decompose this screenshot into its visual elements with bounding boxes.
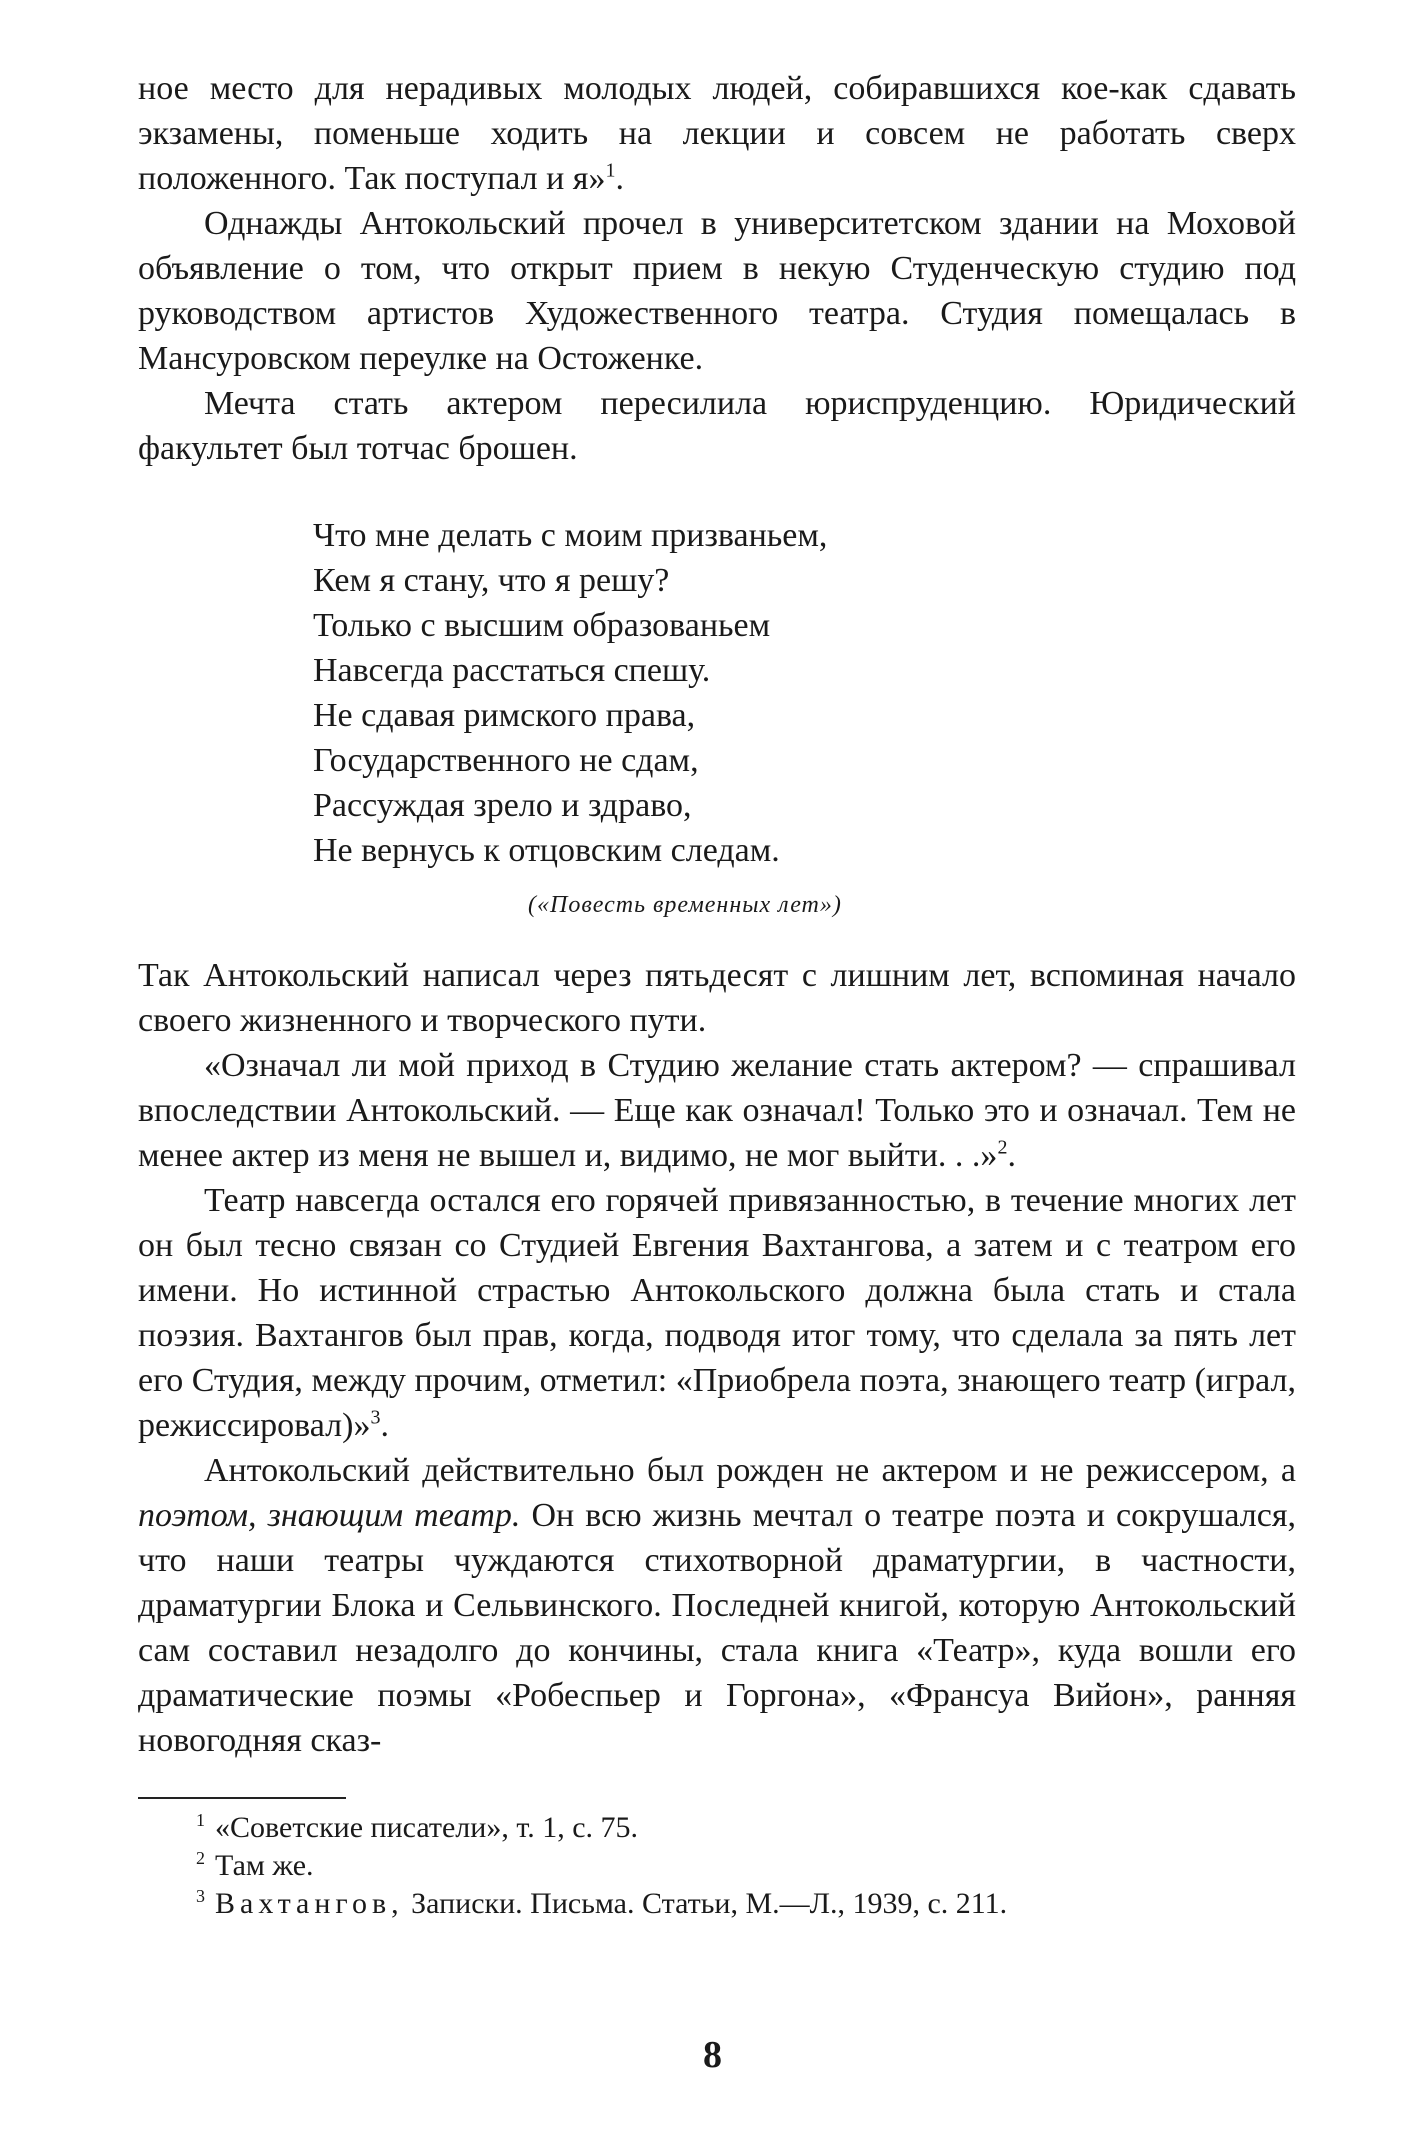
footnote-author: Вахтангов, [215, 1887, 404, 1920]
paragraph-text: Театр навсегда остался его горячей привязанностью, в течение многих лет он был тесно связан со Студией Евгения Вахтангова, а затем и с театром его имени. Но истинной страстью Антокольского должна была стать и стала поэзия. Вахтангов был прав, когда, подводя итог тому, что сделала за пять лет его Студия, между прочим, отметил: «Приобрела поэта, знающего театр (играл, режиссировал)» [138, 1182, 1296, 1444]
poem-line: Что мне делать с моим призваньем, [313, 517, 828, 554]
footnote-2 [196, 1847, 1296, 1885]
poem-line: Государственного не сдам, [313, 742, 699, 779]
poem-line: Навсегда расстаться спешу. [313, 652, 711, 689]
paragraph-quote-actor: «Означал ли мой приход в Студию желание стать актером? — спрашивал впоследствии Антокольский. — Еще как означал! Только это и означал. Тем не менее актер из меня не вышел и, видимо, не мог выйти. . .»$^2$. [138, 1047, 1296, 1174]
italic-phrase: поэтом, знающим театр. [138, 1497, 521, 1534]
poem-line: Не вернусь к отцовским следам. [313, 832, 780, 869]
footnote-1 [196, 1809, 1296, 1847]
poem-block [313, 513, 1296, 873]
footnote-text: «Советские писатели», т. 1, с. 75. [215, 1811, 639, 1844]
footnote-text: Там же. [215, 1849, 314, 1882]
paragraph-text: «Означал ли мой приход в Студию желание стать актером? — спрашивал впоследствии Антокольский. — Еще как означал! Только это и означал. Тем не менее актер из меня не вышел и, видимо, не мог выйти. . .» [138, 1047, 1296, 1174]
poem-line: Рассуждая зрело и здраво, [313, 787, 692, 824]
poem-source: («Повесть временных лет») [528, 892, 842, 918]
paragraph-poet-theatre [138, 1448, 1296, 1763]
footnote-ref-3: 3 [370, 1406, 381, 1429]
poem-line: Не сдавая римского права, [313, 697, 696, 734]
paragraph-theatre-passion: Театр навсегда остался его горячей привязанностью, в течение многих лет он был тесно связан со Студией Евгения Вахтангова, а затем и с театром его имени. Но истинной страстью Антокольского должна была стать и стала поэзия. Вахтангов был прав, когда, подводя итог тому, что сделала за пять лет его Студия, между прочим, отметил: «Приобрела поэта, знающего театр (играл, режиссировал)»$^3$. [138, 1182, 1296, 1444]
paragraph-continuation: ное место для нерадивых молодых людей, собиравшихся кое-как сдавать экзамены, поменьше ходить на лекции и совсем не работать сверх положенного. Так поступал и я»$^1$. [138, 70, 1296, 197]
footnote-3 [196, 1885, 1296, 1923]
paragraph-dream-actor: Мечта стать актером пересилила юриспруденцию. Юридический факультет был тотчас брошен. [138, 385, 1296, 467]
paragraph-text: Он всю жизнь мечтал о театре поэта и сокрушался, что наши театры чуждаются стихотворной драматургии, в частности, драматургии Блока и Сельвинского. Последней книгой, которую Антокольский сам составил незадолго до кончины, стала книга «Театр», куда вошли его драматические поэмы «Робеспьер и Горгона», «Франсуа Вийон», ранняя новогодняя сказ- [138, 1497, 1296, 1759]
footnote-mark: 2 [196, 1848, 205, 1868]
page-body [138, 66, 1296, 1923]
paragraph-fifty-years: Так Антокольский написал через пятьдесят с лишним лет, вспоминая начало своего жизненного и творческого пути. [138, 957, 1296, 1039]
poem-line: Только с высшим образованьем [313, 607, 771, 644]
page-number: 8 [703, 2034, 722, 2076]
footnotes [196, 1809, 1296, 1923]
poem-line: Кем я стану, что я решу? [313, 562, 670, 599]
paragraph-text: Антокольский действительно был рожден не актером и не режиссером, а [204, 1452, 1296, 1489]
paragraph-moscow-studio: Однажды Антокольский прочел в университетском здании на Моховой объявление о том, что открыт прием в некую Студенческую студию под руководством артистов Художественного театра. Студия помещалась в Мансуровском переулке на Остоженке. [138, 205, 1296, 377]
footnote-text: Записки. Письма. Статьи, М.—Л., 1939, с. 211. [411, 1887, 1008, 1920]
footnote-ref-2: 2 [997, 1136, 1008, 1159]
footnote-ref-1: 1 [605, 159, 616, 182]
footnote-mark: 3 [196, 1886, 205, 1906]
paragraph-text: ное место для нерадивых молодых людей, собиравшихся кое-как сдавать экзамены, поменьше ходить на лекции и совсем не работать сверх положенного. Так поступал и я» [138, 70, 1296, 197]
footnote-mark: 1 [196, 1810, 205, 1830]
footnote-divider [138, 1797, 346, 1799]
